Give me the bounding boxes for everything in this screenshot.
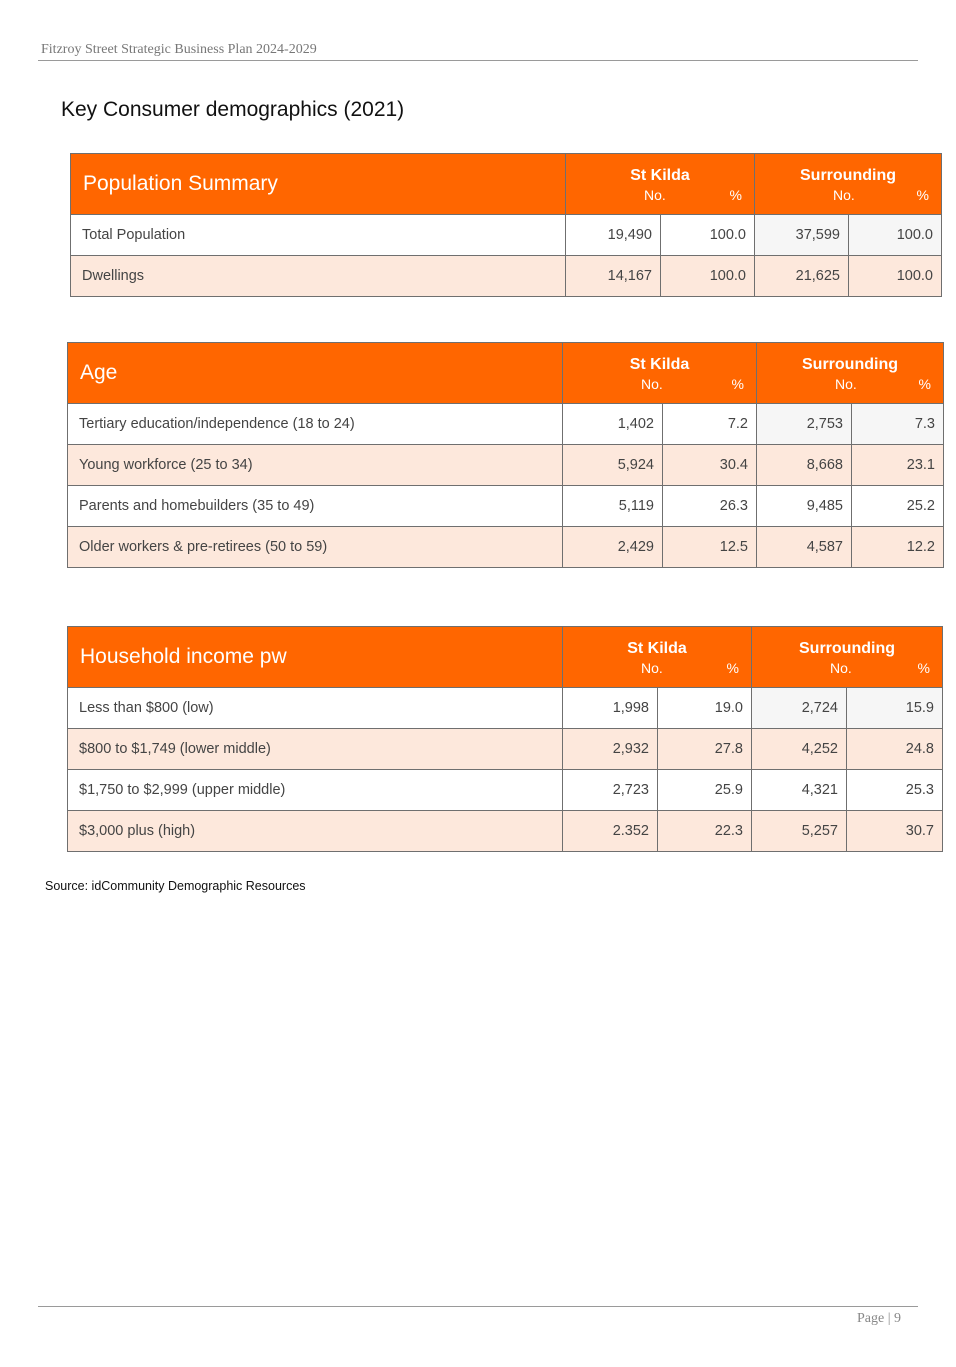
group-name: Surrounding <box>799 640 895 657</box>
surrounding-pct: 23.1 <box>852 445 944 486</box>
table-row <box>68 770 943 811</box>
surrounding-no: 8,668 <box>757 445 852 486</box>
source-note: Source: idCommunity Demographic Resources <box>45 879 306 893</box>
st-kilda-no: 1,402 <box>563 404 663 445</box>
surrounding-no: 37,599 <box>755 215 849 256</box>
st-kilda-pct: 12.5 <box>663 527 757 568</box>
no-label: No. <box>833 187 855 203</box>
row-label: Dwellings <box>71 256 566 297</box>
st-kilda-no: 14,167 <box>566 256 661 297</box>
st-kilda-pct: 19.0 <box>658 688 752 729</box>
no-label: No. <box>641 376 663 392</box>
st-kilda-no: 2.352 <box>563 811 658 852</box>
row-label: Young workforce (25 to 34) <box>68 445 563 486</box>
row-label: $800 to $1,749 (lower middle) <box>68 729 563 770</box>
population-summary-table <box>70 153 942 297</box>
st-kilda-pct: 22.3 <box>658 811 752 852</box>
st-kilda-no: 5,119 <box>563 486 663 527</box>
pct-label: % <box>726 660 739 676</box>
table-row <box>71 215 942 256</box>
surrounding-header <box>752 627 943 688</box>
group-name: St Kilda <box>627 640 687 657</box>
surrounding-pct: 100.0 <box>849 215 942 256</box>
no-label: No. <box>835 376 857 392</box>
surrounding-no: 4,587 <box>757 527 852 568</box>
surrounding-no: 2,724 <box>752 688 847 729</box>
st-kilda-no: 2,932 <box>563 729 658 770</box>
section-title: Age <box>68 343 563 404</box>
age-table <box>67 342 944 568</box>
table-header-row <box>71 154 942 215</box>
surrounding-no: 21,625 <box>755 256 849 297</box>
household-income-table <box>67 626 943 852</box>
group-name: Surrounding <box>802 356 898 373</box>
pct-label: % <box>918 376 931 392</box>
footer-rule <box>38 1306 918 1307</box>
st-kilda-no: 19,490 <box>566 215 661 256</box>
row-label: Less than $800 (low) <box>68 688 563 729</box>
table-row <box>68 688 943 729</box>
row-label: Tertiary education/independence (18 to 24) <box>68 404 563 445</box>
surrounding-pct: 30.7 <box>847 811 943 852</box>
group-name: St Kilda <box>630 167 690 184</box>
no-label: No. <box>641 660 663 676</box>
table-row <box>68 486 944 527</box>
table-row <box>71 256 942 297</box>
row-label: Older workers & pre-retirees (50 to 59) <box>68 527 563 568</box>
surrounding-pct: 24.8 <box>847 729 943 770</box>
st-kilda-pct: 27.8 <box>658 729 752 770</box>
surrounding-pct: 7.3 <box>852 404 944 445</box>
surrounding-no: 4,252 <box>752 729 847 770</box>
st-kilda-no: 5,924 <box>563 445 663 486</box>
st-kilda-header <box>563 627 752 688</box>
table-header-row <box>68 627 943 688</box>
surrounding-header <box>757 343 944 404</box>
row-label: Parents and homebuilders (35 to 49) <box>68 486 563 527</box>
header-rule <box>38 60 918 61</box>
row-label: $1,750 to $2,999 (upper middle) <box>68 770 563 811</box>
group-name: Surrounding <box>800 167 896 184</box>
table-row <box>68 404 944 445</box>
table-header-row <box>68 343 944 404</box>
no-label: No. <box>830 660 852 676</box>
running-header: Fitzroy Street Strategic Business Plan 2024-2029 <box>41 42 317 57</box>
section-title: Population Summary <box>71 154 566 215</box>
surrounding-header <box>755 154 942 215</box>
pct-label: % <box>731 376 744 392</box>
surrounding-pct: 15.9 <box>847 688 943 729</box>
surrounding-no: 4,321 <box>752 770 847 811</box>
table-row <box>68 811 943 852</box>
row-label: $3,000 plus (high) <box>68 811 563 852</box>
page-number: Page | 9 <box>857 1311 902 1326</box>
st-kilda-pct: 25.9 <box>658 770 752 811</box>
row-label: Total Population <box>71 215 566 256</box>
surrounding-pct: 12.2 <box>852 527 944 568</box>
section-title: Household income pw <box>68 627 563 688</box>
st-kilda-pct: 30.4 <box>663 445 757 486</box>
st-kilda-no: 2,429 <box>563 527 663 568</box>
surrounding-no: 5,257 <box>752 811 847 852</box>
st-kilda-header <box>566 154 755 215</box>
surrounding-no: 9,485 <box>757 486 852 527</box>
pct-label: % <box>917 660 930 676</box>
surrounding-pct: 25.3 <box>847 770 943 811</box>
table-row <box>68 527 944 568</box>
surrounding-pct: 25.2 <box>852 486 944 527</box>
st-kilda-no: 1,998 <box>563 688 658 729</box>
no-label: No. <box>644 187 666 203</box>
group-name: St Kilda <box>629 356 690 373</box>
st-kilda-header <box>563 343 757 404</box>
st-kilda-no: 2,723 <box>563 770 658 811</box>
pct-label: % <box>729 187 742 203</box>
surrounding-no: 2,753 <box>757 404 852 445</box>
page-title: Key Consumer demographics (2021) <box>61 98 405 121</box>
table-row <box>68 729 943 770</box>
surrounding-pct: 100.0 <box>849 256 942 297</box>
st-kilda-pct: 100.0 <box>661 215 755 256</box>
st-kilda-pct: 100.0 <box>661 256 755 297</box>
st-kilda-pct: 26.3 <box>663 486 757 527</box>
pct-label: % <box>916 187 929 203</box>
table-row <box>68 445 944 486</box>
st-kilda-pct: 7.2 <box>663 404 757 445</box>
